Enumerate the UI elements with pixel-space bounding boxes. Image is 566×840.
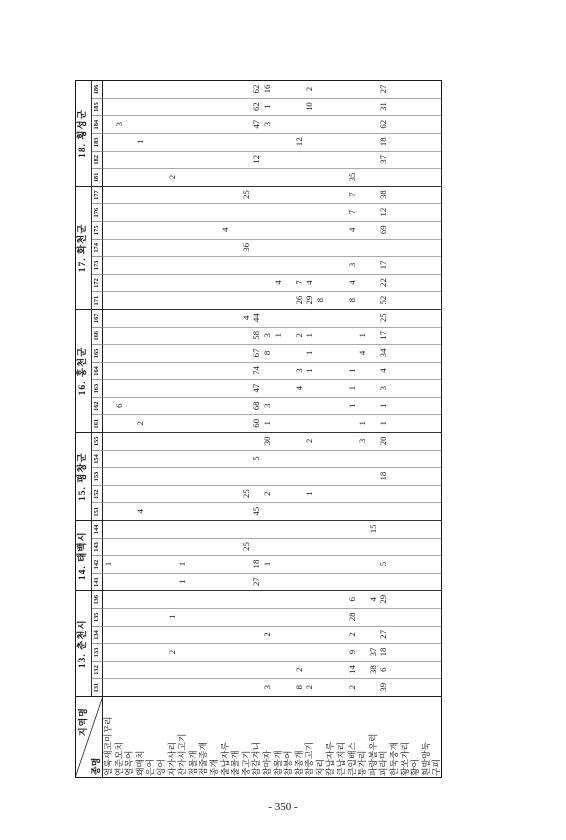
count-cell: 69	[378, 225, 389, 235]
count-cell: 3	[293, 368, 304, 373]
site-code-header: 143	[92, 538, 103, 556]
count-cell: 10	[304, 102, 315, 112]
count-cell: 6	[378, 667, 389, 672]
count-cell: 3	[261, 403, 272, 408]
site-code-header: 142	[92, 555, 103, 573]
column-divider	[103, 626, 442, 644]
count-cell: 3	[357, 438, 368, 444]
site-code-header: 153	[92, 467, 103, 485]
count-cell: 2	[346, 685, 357, 690]
count-cell: 5	[251, 456, 262, 461]
count-cell: 7	[293, 280, 304, 285]
count-cell: 34	[378, 348, 389, 358]
count-cell: 1	[304, 368, 315, 373]
count-cell: 9	[346, 649, 357, 655]
species-name: 한둑중개	[389, 742, 400, 776]
site-code-header: 144	[92, 520, 103, 538]
region-header: 13. 춘천시	[75, 590, 92, 696]
count-cell: 8	[314, 297, 325, 303]
count-cell: 7	[346, 192, 357, 197]
count-cell: 1	[134, 139, 145, 144]
column-divider	[103, 467, 442, 485]
column-divider	[103, 555, 442, 573]
site-code-header: 185	[92, 98, 103, 116]
column-divider	[103, 379, 442, 397]
site-code-header: 154	[92, 450, 103, 468]
count-cell: 1	[357, 421, 368, 426]
site-code-header: 184	[92, 115, 103, 133]
count-cell: 2	[293, 333, 304, 338]
column-divider	[103, 643, 442, 661]
species-name: 큰입배스	[346, 742, 357, 776]
count-cell: 1	[378, 421, 389, 426]
count-cell: 58	[251, 330, 262, 340]
site-code-header: 162	[92, 397, 103, 415]
species-name: 참붕어	[283, 750, 294, 776]
species-name: 연준모치	[113, 742, 124, 776]
column-divider	[103, 432, 442, 450]
column-divider	[103, 203, 442, 221]
count-cell: 35	[346, 172, 357, 182]
count-cell: 17	[378, 260, 389, 270]
page-number: - 350 -	[268, 801, 298, 813]
corner-species-label: 종명	[91, 757, 101, 775]
count-cell: 26	[293, 295, 304, 305]
column-divider	[103, 397, 442, 415]
site-code-header: 186	[92, 80, 103, 98]
column-divider	[103, 538, 442, 556]
count-cell: 27	[378, 630, 389, 639]
region-header: 16. 홍천군	[75, 309, 92, 432]
column-divider	[103, 186, 442, 204]
count-cell: 25	[378, 313, 389, 323]
corner-region-label: 지역명	[78, 707, 88, 737]
site-code-header: 166	[92, 327, 103, 345]
count-cell: 1	[346, 385, 357, 391]
count-cell: 20	[378, 436, 389, 446]
region-header: 15. 평창군	[75, 432, 92, 520]
column-divider	[103, 362, 442, 380]
site-code-header: 155	[92, 432, 103, 450]
count-cell: 5	[378, 561, 389, 567]
count-cell: 38	[367, 665, 378, 675]
count-cell: 18	[251, 559, 262, 569]
count-cell: 1	[177, 561, 188, 567]
column-divider	[103, 291, 442, 309]
count-cell: 68	[251, 401, 262, 411]
site-code-header: 164	[92, 362, 103, 380]
column-divider	[103, 450, 442, 468]
count-cell: 1	[346, 403, 357, 408]
count-cell: 15	[367, 524, 378, 534]
species-name: 중고기	[240, 750, 251, 776]
count-cell: 29	[378, 594, 389, 604]
count-cell: 1	[103, 561, 113, 567]
count-cell: 37	[378, 155, 389, 164]
species-name: 은어	[145, 759, 156, 776]
count-cell: 74	[251, 366, 262, 375]
count-cell: 12	[378, 207, 389, 217]
site-code-header: 173	[92, 256, 103, 274]
count-cell: 22	[378, 278, 389, 287]
count-cell: 2	[304, 86, 315, 92]
count-cell: 4	[293, 385, 304, 391]
count-cell: 3	[261, 685, 272, 690]
rotated-table-container	[75, 80, 442, 778]
site-code-header: 183	[92, 133, 103, 151]
count-cell: 2	[166, 649, 177, 655]
count-cell: 67	[251, 348, 262, 358]
count-cell: 62	[251, 102, 262, 112]
site-code-header: 171	[92, 291, 103, 309]
column-divider	[103, 344, 442, 362]
count-cell: 6	[346, 597, 357, 602]
site-code-header: 182	[92, 151, 103, 169]
count-cell: 18	[378, 471, 389, 481]
species-name: 흰발망둑	[420, 742, 431, 776]
species-name: 황쏘가리	[399, 742, 410, 776]
count-cell: 25	[240, 190, 251, 199]
count-cell: 62	[251, 84, 262, 94]
species-name: 잔가시고기	[177, 733, 188, 776]
count-cell: 18	[378, 137, 389, 147]
site-code-header: 175	[92, 221, 103, 239]
count-cell: 6	[113, 403, 124, 408]
species-name: 구피	[431, 759, 442, 776]
species-name: 황어	[410, 759, 421, 776]
site-code-header: 136	[92, 590, 103, 608]
count-cell: 27	[378, 84, 389, 94]
count-cell: 44	[251, 313, 262, 323]
species-name: 피라미	[378, 750, 389, 776]
count-cell: 1	[261, 104, 272, 109]
count-cell: 2	[304, 438, 315, 444]
count-cell: 1	[272, 333, 283, 338]
count-cell: 4	[134, 509, 145, 514]
species-name: 파랑볼우럭	[367, 733, 378, 776]
count-cell: 14	[346, 665, 357, 675]
count-cell: 4	[219, 227, 230, 232]
site-code-header: 131	[92, 678, 103, 696]
count-cell: 2	[293, 667, 304, 672]
column-divider	[103, 590, 442, 608]
site-code-header: 132	[92, 661, 103, 679]
count-cell: 45	[251, 506, 262, 516]
species-name: 점몰개	[187, 750, 198, 776]
count-cell: 8	[261, 350, 272, 356]
count-cell: 60	[251, 418, 262, 428]
column-divider	[103, 608, 442, 626]
count-cell: 16	[261, 84, 272, 94]
species-name: 참종개	[293, 750, 304, 776]
site-code-header: 177	[92, 186, 103, 204]
species-name: 치리	[314, 759, 325, 776]
species-name: 참마자	[261, 750, 272, 776]
count-cell: 2	[261, 491, 272, 496]
count-cell: 30	[261, 436, 272, 446]
count-cell: 4	[346, 280, 357, 285]
site-code-header: 135	[92, 608, 103, 626]
count-cell: 3	[261, 333, 272, 338]
count-cell: 47	[251, 383, 262, 393]
count-cell: 27	[251, 577, 262, 587]
species-name: 자가사리	[166, 742, 177, 776]
region-header: 14. 태백시	[75, 520, 92, 590]
table-corner-header	[75, 696, 103, 778]
site-code-header: 174	[92, 239, 103, 257]
count-cell: 47	[251, 119, 262, 129]
column-divider	[103, 98, 442, 116]
count-cell: 25	[240, 542, 251, 551]
site-code-header: 141	[92, 573, 103, 591]
species-name: 참중고기	[304, 742, 315, 776]
fish-survey-table	[75, 80, 442, 778]
column-divider	[103, 678, 442, 696]
species-name: 참몰개	[272, 750, 283, 776]
site-code-header: 133	[92, 643, 103, 661]
species-name: 참갈겨니	[251, 742, 262, 776]
count-cell: 39	[378, 682, 389, 692]
count-cell: 1	[346, 368, 357, 373]
count-cell: 12	[293, 137, 304, 147]
column-divider	[103, 661, 442, 679]
site-code-header: 165	[92, 344, 103, 362]
count-cell: 38	[378, 190, 389, 199]
count-cell: 4	[304, 280, 315, 285]
column-divider	[103, 485, 442, 503]
count-cell: 12	[251, 155, 262, 164]
count-cell: 3	[346, 262, 357, 268]
count-cell: 52	[378, 295, 389, 305]
count-cell: 28	[346, 612, 357, 622]
column-divider	[103, 309, 442, 327]
count-cell: 4	[357, 350, 368, 356]
species-name: 얼룩새코미꾸리	[103, 716, 113, 776]
count-cell: 17	[378, 330, 389, 340]
count-cell: 8	[346, 297, 357, 303]
site-code-header: 161	[92, 415, 103, 433]
count-cell: 4	[378, 368, 389, 373]
count-cell: 2	[261, 632, 272, 637]
column-divider	[103, 239, 442, 257]
species-name: 점줄종개	[198, 742, 209, 776]
count-cell: 36	[240, 242, 251, 252]
count-cell: 31	[378, 102, 389, 112]
count-cell: 1	[261, 421, 272, 426]
species-name: 칼납자루	[325, 742, 336, 776]
count-cell: 1	[378, 403, 389, 408]
species-name: 잉어	[155, 759, 166, 776]
count-cell: 29	[304, 295, 315, 305]
site-code-header: 151	[92, 502, 103, 520]
site-code-header: 134	[92, 626, 103, 644]
count-cell: 62	[378, 119, 389, 129]
site-code-header: 176	[92, 203, 103, 221]
column-divider	[103, 573, 442, 591]
species-name: 줄몰개	[230, 750, 241, 776]
count-cell: 3	[113, 122, 124, 127]
region-header: 18. 횡성군	[75, 80, 92, 186]
species-name: 열목어	[124, 750, 135, 776]
count-cell: 2	[134, 421, 145, 426]
column-divider	[103, 221, 442, 239]
count-cell: 4	[272, 280, 283, 285]
count-cell: 1	[304, 350, 315, 356]
site-code-header: 172	[92, 274, 103, 292]
site-code-header: 167	[92, 309, 103, 327]
count-cell: 1	[261, 561, 272, 567]
column-divider	[103, 168, 442, 186]
count-cell: 4	[346, 227, 357, 232]
count-cell: 1	[357, 333, 368, 338]
column-divider	[103, 415, 442, 433]
region-header: 17. 화천군	[75, 186, 92, 309]
species-name: 줄납자루	[219, 742, 230, 776]
species-name: 큰납지리	[336, 742, 347, 776]
count-cell: 4	[367, 597, 378, 602]
count-cell: 1	[177, 579, 188, 584]
count-cell: 18	[378, 647, 389, 657]
column-divider	[103, 133, 442, 151]
site-code-header: 181	[92, 168, 103, 186]
column-divider	[103, 520, 442, 538]
column-divider	[103, 151, 442, 169]
site-code-header: 152	[92, 485, 103, 503]
count-cell: 1	[304, 333, 315, 338]
count-cell: 1	[304, 491, 315, 496]
species-name: 퉁가리	[357, 750, 368, 776]
count-cell: 2	[166, 174, 177, 180]
column-divider	[103, 115, 442, 133]
column-divider	[103, 256, 442, 274]
column-divider	[103, 80, 442, 98]
count-cell: 3	[261, 122, 272, 127]
count-cell: 2	[304, 685, 315, 690]
species-name: 종개	[208, 759, 219, 776]
count-cell: 4	[240, 315, 251, 320]
count-cell: 37	[367, 647, 378, 657]
count-cell: 7	[346, 209, 357, 215]
count-cell: 1	[166, 614, 177, 620]
count-cell: 25	[240, 489, 251, 499]
column-divider	[103, 502, 442, 520]
count-cell: 3	[378, 385, 389, 391]
count-cell: 2	[346, 632, 357, 637]
species-name: 왜매치	[134, 750, 145, 776]
count-cell: 8	[293, 685, 304, 690]
site-code-header: 163	[92, 379, 103, 397]
